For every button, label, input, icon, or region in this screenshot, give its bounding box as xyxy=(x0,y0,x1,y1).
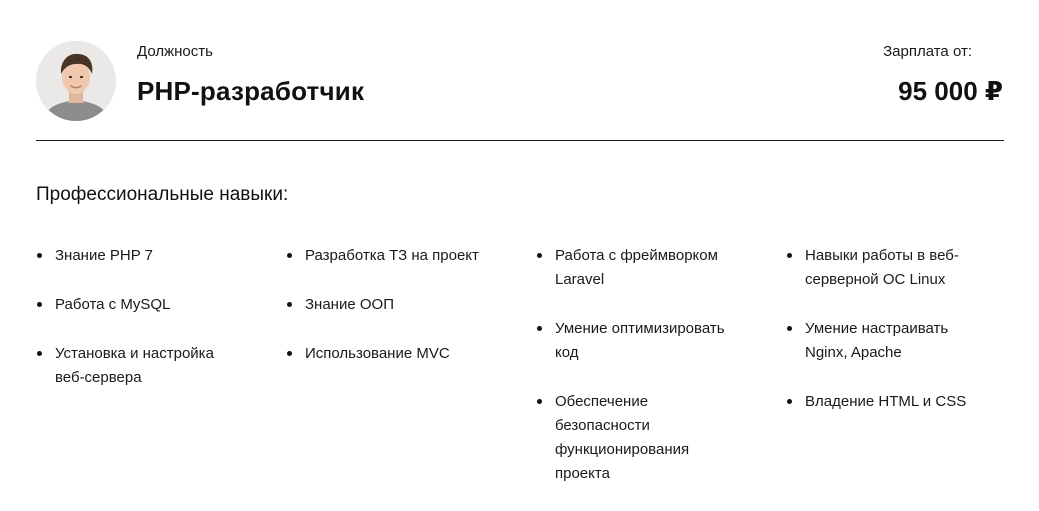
person-photo-icon xyxy=(36,41,116,121)
skills-grid xyxy=(36,244,1036,511)
bullet-icon xyxy=(787,253,792,258)
bullet-icon xyxy=(37,253,42,258)
skills-heading: Профессиональные навыки: xyxy=(36,184,289,205)
skill-item xyxy=(536,317,735,365)
bullet-icon xyxy=(287,351,292,356)
bullet-icon xyxy=(787,399,792,404)
bullet-icon xyxy=(287,302,292,307)
avatar xyxy=(36,41,116,121)
skill-item xyxy=(536,244,735,292)
skill-text: Знание ООП xyxy=(305,296,394,313)
skill-text: Навыки работы в веб-серверной ОС Linux xyxy=(805,247,959,288)
skill-text: Работа с фреймворком Laravel xyxy=(555,247,718,288)
skills-column xyxy=(786,244,1036,511)
skill-item xyxy=(36,244,235,268)
skill-text: Знание PHP 7 xyxy=(55,247,153,264)
position-label: Должность xyxy=(137,43,213,60)
salary-label: Зарплата от: xyxy=(883,43,972,60)
bullet-icon xyxy=(537,326,542,331)
salary-value: 95 000 ₽ xyxy=(898,76,1003,106)
bullet-icon xyxy=(287,253,292,258)
skill-item xyxy=(36,293,235,317)
skill-text: Установка и настройка веб-сервера xyxy=(55,345,214,386)
skills-column xyxy=(286,244,536,511)
skill-text: Разработка ТЗ на проект xyxy=(305,247,479,264)
skill-item xyxy=(36,342,235,390)
skill-item xyxy=(286,244,485,268)
bullet-icon xyxy=(787,326,792,331)
skill-text: Умение настраивать Nginx, Apache xyxy=(805,320,949,361)
skill-text: Владение HTML и CSS xyxy=(805,393,967,410)
skill-item xyxy=(786,390,985,414)
skill-item xyxy=(286,293,485,317)
bullet-icon xyxy=(37,351,42,356)
skill-item xyxy=(536,390,735,486)
skills-column xyxy=(36,244,286,511)
header-divider xyxy=(36,140,1004,141)
skill-text: Умение оптимизировать код xyxy=(555,320,725,361)
bullet-icon xyxy=(537,399,542,404)
skill-item xyxy=(786,317,985,365)
skill-item xyxy=(786,244,985,292)
bullet-icon xyxy=(537,253,542,258)
position-title: PHP-разработчик xyxy=(137,76,365,106)
skill-text: Работа с MySQL xyxy=(55,296,171,313)
skill-text: Обеспечение безопасности функционирования проекта xyxy=(555,393,690,482)
skills-column xyxy=(536,244,786,511)
skill-text: Использование MVC xyxy=(305,345,450,362)
bullet-icon xyxy=(37,302,42,307)
skill-item xyxy=(286,342,485,366)
